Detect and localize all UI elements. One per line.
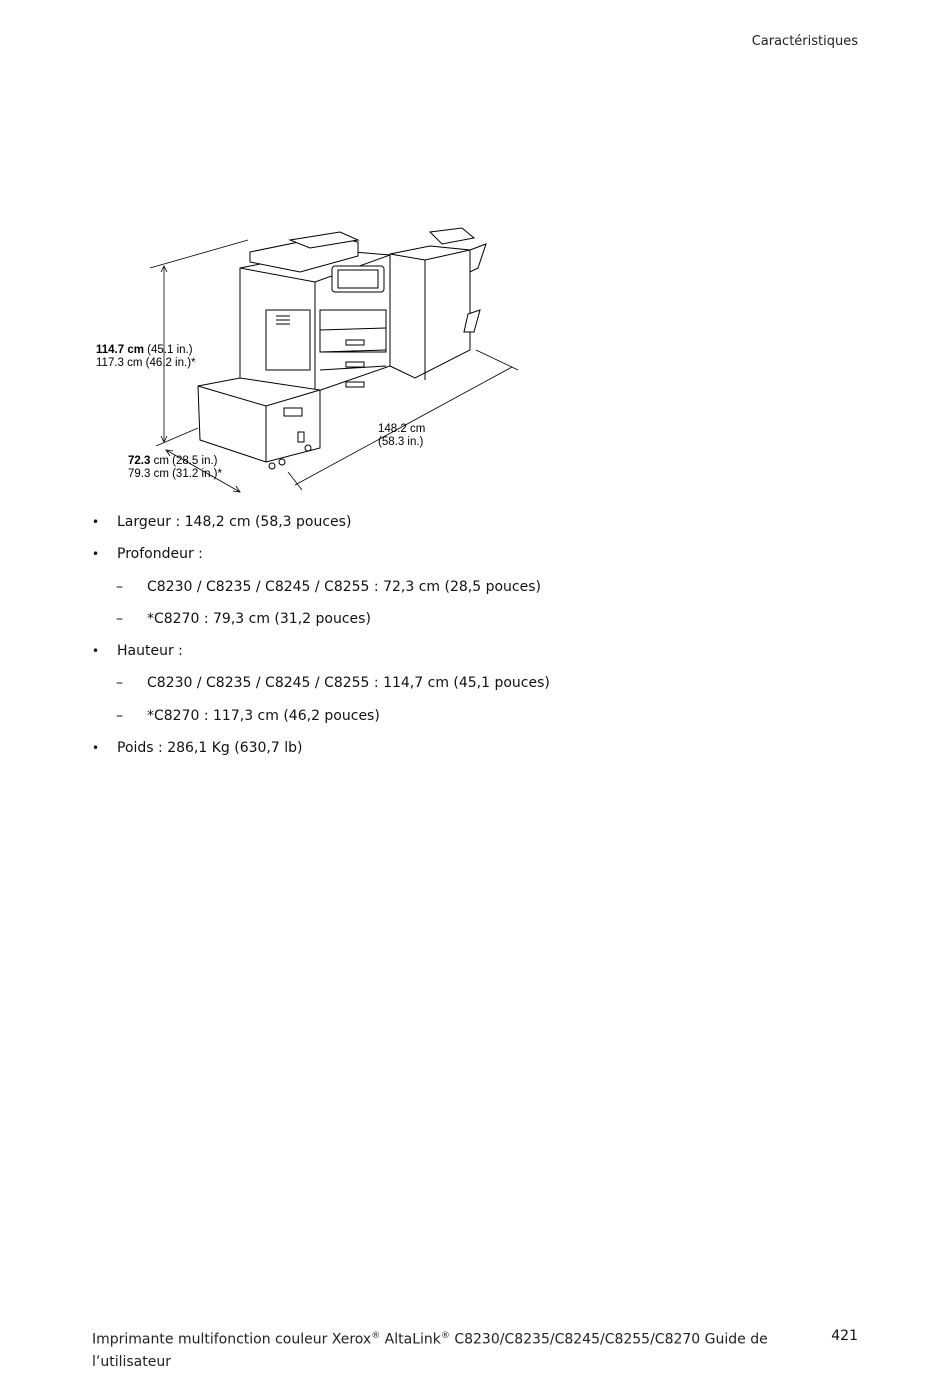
depth-label-primary-rest: cm (28.5 in.) [150,455,218,467]
printer-dimensions-figure [90,210,530,500]
dash-marker: – [116,707,123,724]
list-item-text: Profondeur : [117,546,203,563]
list-item [92,609,832,641]
height-dimension-label [96,344,196,370]
width-label-line2: (58.3 in.) [378,436,424,448]
list-item-text: Poids : 286,1 Kg (630,7 lb) [117,740,303,757]
height-label-primary-rest: (45.1 in.) [143,344,193,356]
depth-label-alt: 79.3 cm (31.2 in.)* [128,468,222,480]
section-header: Caractéristiques [751,34,858,49]
footer-text-part3: C8230/C8235/C8245/C8255/C8270 Guide de l’utilisateur [92,1331,768,1370]
dash-marker: – [116,610,123,627]
list-item [92,641,832,673]
footer-text-part2: AltaLink [380,1331,441,1348]
list-item [92,738,832,770]
list-item-text: C8230 / C8235 / C8245 / C8255 : 72,3 cm (28,5 pouces) [147,578,541,595]
footer-title [92,1325,782,1373]
depth-label-primary-bold: 72.3 [128,455,151,467]
list-item [92,673,832,705]
list-item [92,544,832,576]
height-label-alt: 117.3 cm (46.2 in.)* [96,357,196,369]
bullet-marker: • [92,547,100,562]
width-label-line1: 148.2 cm [378,423,426,435]
depth-dimension-label [128,455,222,481]
bullet-marker: • [92,741,100,756]
bullet-marker: • [92,644,100,659]
page-number: 421 [831,1328,858,1344]
list-item-text: Hauteur : [117,643,183,660]
registered-mark: ® [371,1331,381,1341]
list-item [92,706,832,738]
dash-marker: – [116,578,123,595]
dash-marker: – [116,675,123,692]
list-item-text: Largeur : 148,2 cm (58,3 pouces) [117,514,352,530]
list-item [92,577,832,609]
list-item-text: *C8270 : 117,3 cm (46,2 pouces) [147,707,380,724]
list-item-text: C8230 / C8235 / C8245 / C8255 : 114,7 cm (45,1 pouces) [147,675,550,692]
registered-mark: ® [440,1331,450,1341]
height-label-primary-bold: 114.7 cm [96,344,144,356]
list-item-text: *C8270 : 79,3 cm (31,2 pouces) [147,610,371,627]
list-item [92,512,832,544]
specifications-list [92,512,832,770]
footer-text-part1: Imprimante multifonction couleur Xerox [92,1331,372,1348]
bullet-marker: • [92,515,100,529]
width-dimension-label [378,423,425,449]
